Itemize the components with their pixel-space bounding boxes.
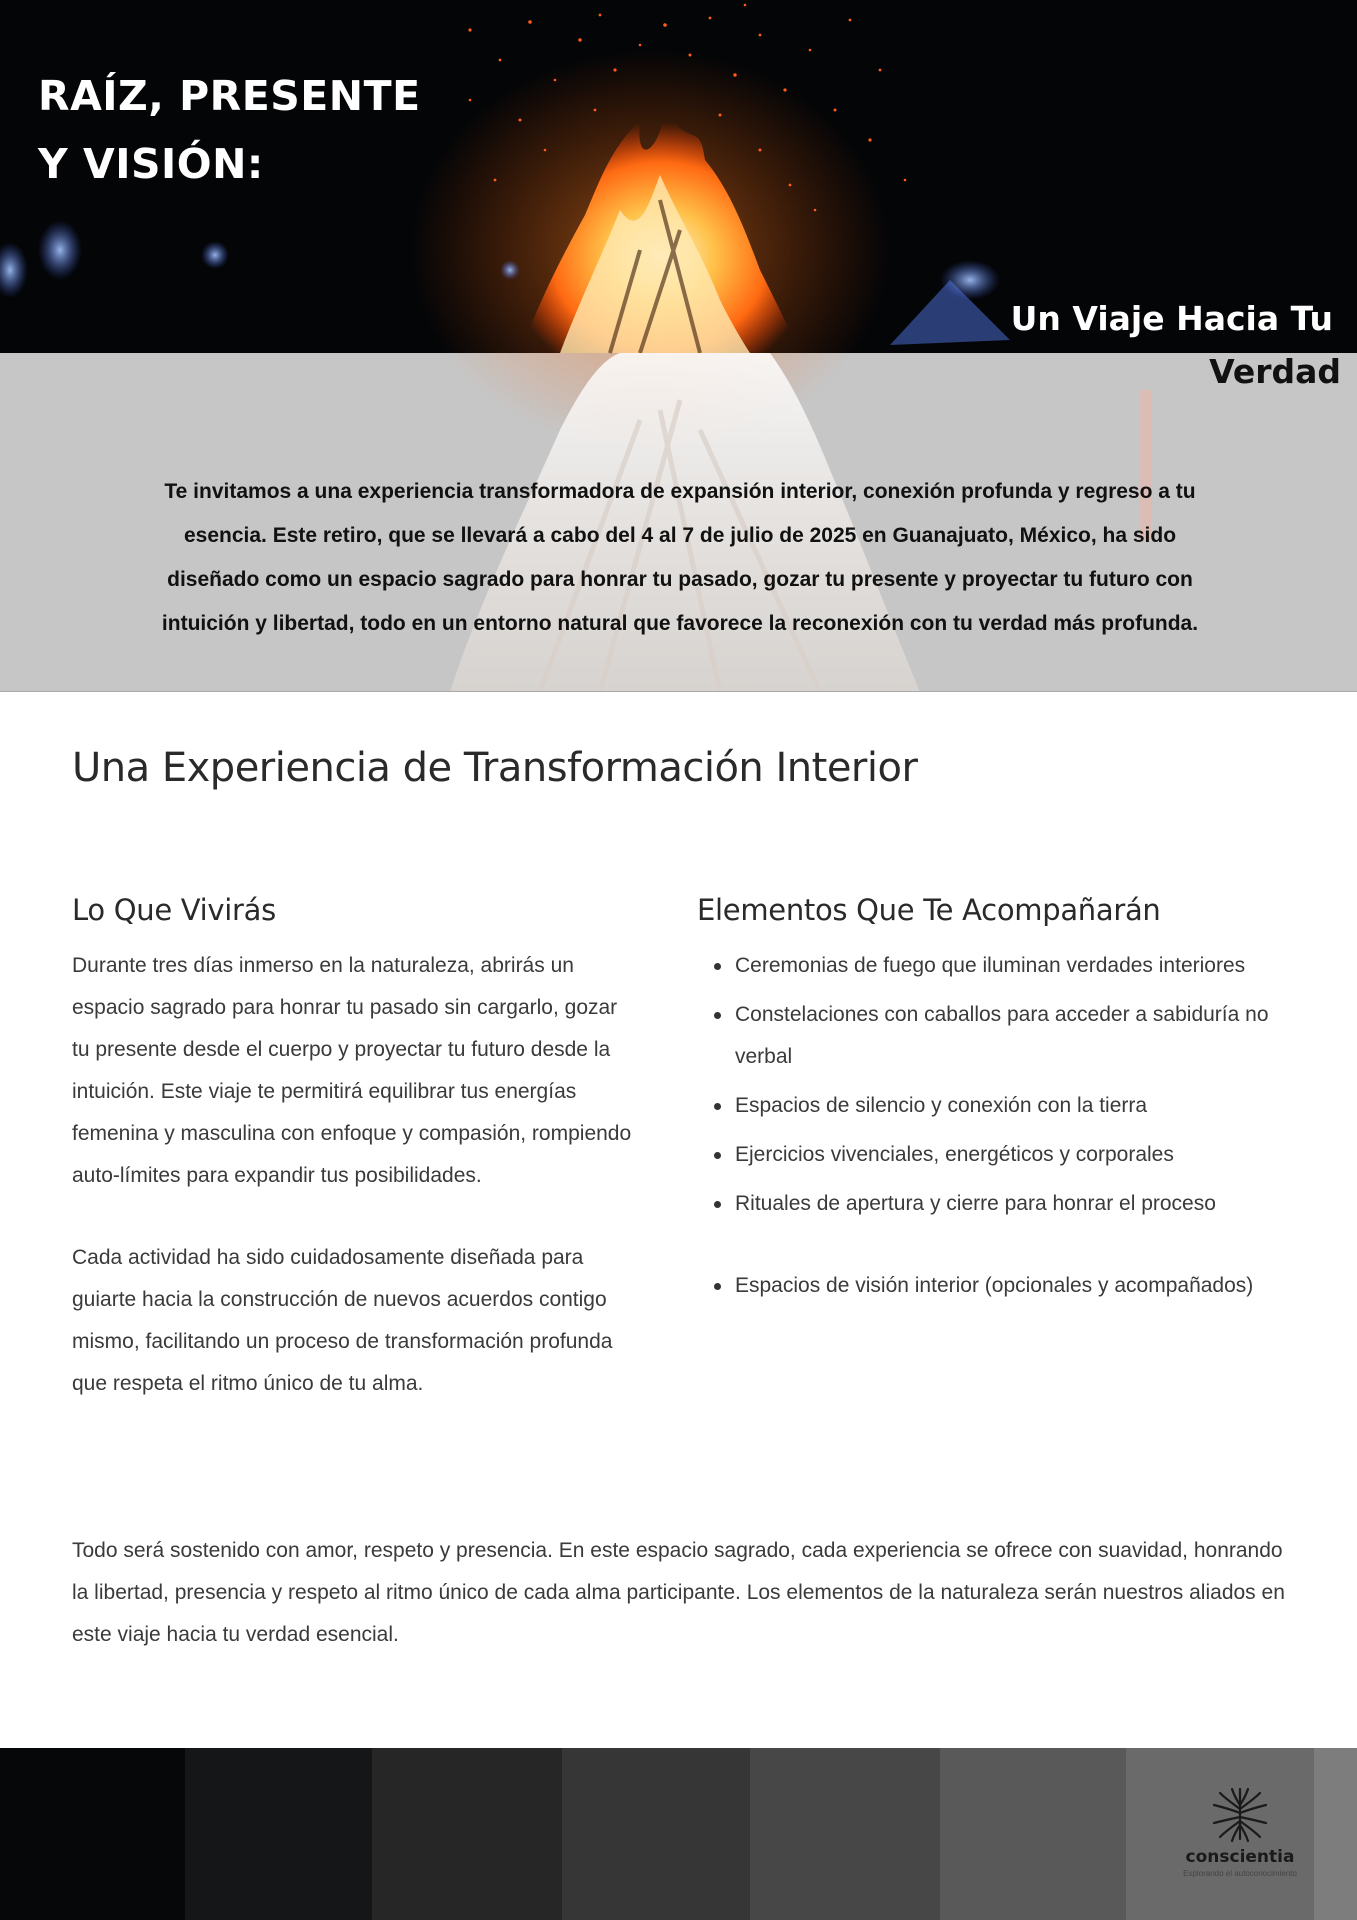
elements-list: [697, 945, 1297, 1307]
right-column: [697, 893, 1297, 1314]
section-title: Una Experiencia de Transformación Interior: [72, 745, 918, 791]
hero-subtitle-line2: Verdad: [1209, 352, 1341, 391]
footer-band: [940, 1748, 1126, 1920]
list-item: Ejercicios vivenciales, energéticos y corporales: [697, 1134, 1297, 1176]
hero-subtitle: [921, 292, 1341, 398]
footer-band: [372, 1748, 562, 1920]
footer-gradient-bands: [0, 1748, 1357, 1920]
footer-band: [0, 1748, 185, 1920]
closing-paragraph: Todo será sostenido con amor, respeto y presencia. En este espacio sagrado, cada experiencia se ofrece con suavidad, honrando la libertad, presencia y respeto al ritmo único de cada alma participante. Los elementos de la naturaleza serán nuestros aliados en este viaje hacia tu verdad esencial.: [72, 1539, 1285, 1646]
left-paragraph-1: Durante tres días inmerso en la naturaleza, abrirás un espacio sagrado para honrar tu pasado sin cargarlo, gozar tu presente desde el cuerpo y proyectar tu futuro desde la intuición. Este viaje te permitirá equilibrar tus energías femenina y masculina con enfoque y compasión, rompiendo auto-límites para expandir tus posibilidades.: [72, 954, 632, 1187]
hero-title: [38, 62, 421, 198]
left-column-heading: Lo Que Vivirás: [72, 893, 276, 927]
footer-band: [562, 1748, 750, 1920]
list-item: Espacios de visión interior (opcionales y acompañados): [697, 1265, 1297, 1307]
footer-band: [1314, 1748, 1357, 1920]
logo-name: conscientia: [1185, 1847, 1295, 1867]
hero-title-line1: RAÍZ, PRESENTE: [38, 72, 421, 120]
hero-divider: [0, 691, 1357, 692]
logo-tagline: Explorando el autoconocimiento: [1183, 1869, 1297, 1878]
tree-of-life-icon: [1210, 1785, 1270, 1843]
left-column: [72, 893, 632, 1405]
right-column-heading: Elementos Que Te Acompañarán: [697, 893, 1161, 927]
list-item: Constelaciones con caballos para acceder a sabiduría no verbal: [697, 994, 1297, 1078]
hero-title-line2: Y VISIÓN:: [38, 140, 264, 188]
list-item: Espacios de silencio y conexión con la tierra: [697, 1085, 1297, 1127]
list-item: Rituales de apertura y cierre para honrar el proceso: [697, 1183, 1297, 1225]
list-item: Ceremonias de fuego que iluminan verdades interiores: [697, 945, 1297, 987]
footer-band: [185, 1748, 372, 1920]
conscientia-logo: [1165, 1785, 1315, 1878]
hero-subtitle-line1: Un Viaje Hacia Tu: [1010, 299, 1333, 338]
hero-banner: [0, 0, 1357, 692]
left-paragraph-2: Cada actividad ha sido cuidadosamente diseñada para guiarte hacia la construcción de nuevos acuerdos contigo mismo, facilitando un proceso de transformación profunda que respeta el ritmo único de tu alma.: [72, 1246, 613, 1395]
footer-band: [750, 1748, 940, 1920]
hero-intro-text: Te invitamos a una experiencia transformadora de expansión interior, conexión profunda y regreso a tu esencia. Este retiro, que se llevará a cabo del 4 al 7 de julio de 2025 en Guanajuato, México, ha sido diseñado como un espacio sagrado para honrar tu pasado, gozar tu presente y proyectar tu futuro con intuición y libertad, todo en un entorno natural que favorece la reconexión con tu verdad más profunda.: [161, 480, 1199, 635]
